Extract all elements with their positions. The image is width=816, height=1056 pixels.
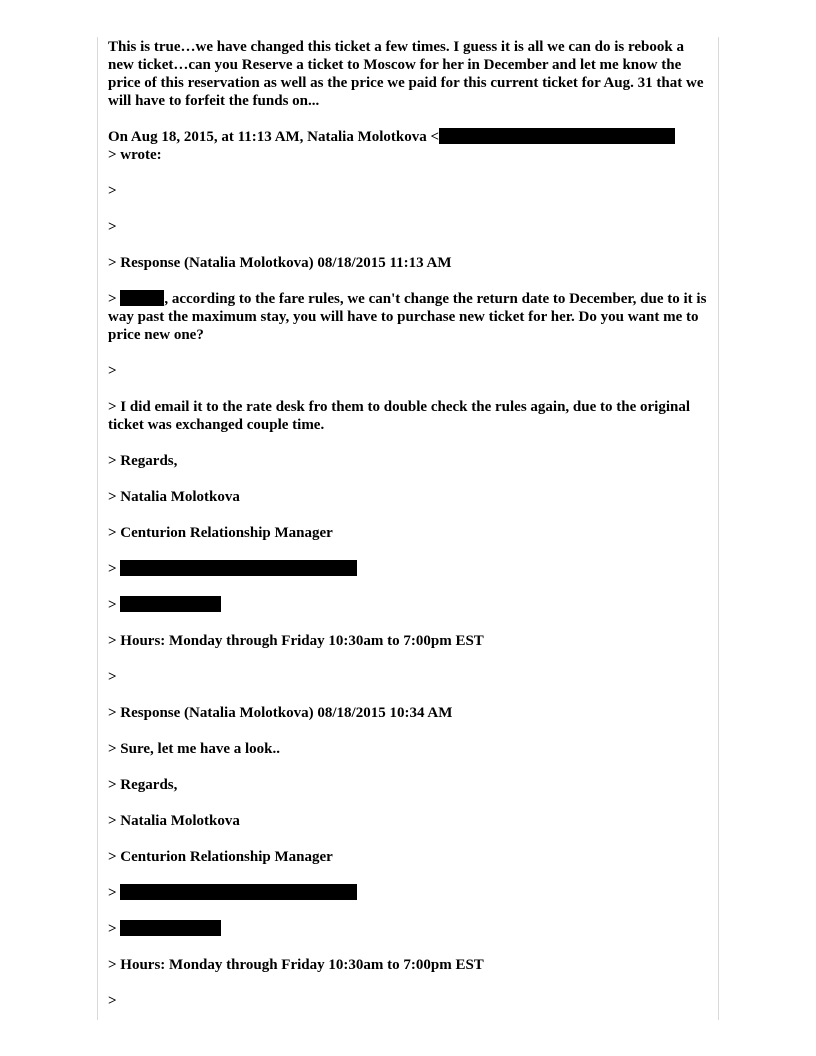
quote-header-prefix: On Aug 18, 2015, at 11:13 AM, Natalia Molotkova < [108,129,440,145]
signature-name: > Natalia Molotkova [108,489,240,505]
redacted-email [120,884,357,900]
signature-phone [108,920,708,938]
quote-marker: > [108,993,117,1009]
quote-header [108,128,708,164]
signature-email [108,560,708,578]
redacted-email [439,128,675,144]
quote-marker: > [108,183,117,199]
quote-marker: > [108,885,117,901]
signature-title: > Centurion Relationship Manager [108,525,333,541]
regards: > Regards, [108,777,178,793]
email-body [108,38,708,1028]
response-heading: > Response (Natalia Molotkova) 08/18/2015 10:34 AM [108,705,453,721]
response-body: > Sure, let me have a look.. [108,741,281,757]
quote-marker: > [108,219,117,235]
redacted-email [120,560,357,576]
quote-marker: > [108,921,117,937]
signature-phone [108,596,708,614]
quote-marker: > [108,669,117,685]
signature-title: > Centurion Relationship Manager [108,849,333,865]
redacted-phone [120,920,221,936]
signature-hours: > Hours: Monday through Friday 10:30am to 7:00pm EST [108,633,484,649]
regards: > Regards, [108,453,178,469]
response-body-text: , according to the fare rules, we can't change the return date to December, due to it is way past the maximum stay, you will have to purchase new ticket for her. Do you want me to price new one? [108,291,707,343]
quote-marker: > [108,561,117,577]
rate-desk-note: > I did email it to the rate desk fro them to double check the rules again, due to the original ticket was exchanged couple time. [108,399,690,433]
signature-name: > Natalia Molotkova [108,813,240,829]
redacted-name [120,290,164,306]
quote-marker: > [108,597,117,613]
quote-marker: > [108,291,117,307]
quote-marker: > [108,363,117,379]
signature-email [108,884,708,902]
signature-hours: > Hours: Monday through Friday 10:30am to 7:00pm EST [108,957,484,973]
reply-text: This is true…we have changed this ticket a few times. I guess it is all we can do is rebook a new ticket…can you Reserve a ticket to Moscow for her in December and let me know the price of this reservation as well as the price we paid for this current ticket for Aug. 31 that we will have to forfeit the funds on... [108,39,704,109]
response-body [108,290,708,344]
response-heading: > Response (Natalia Molotkova) 08/18/2015 11:13 AM [108,255,452,271]
redacted-phone [120,596,221,612]
quote-header-suffix: > wrote: [108,147,162,163]
